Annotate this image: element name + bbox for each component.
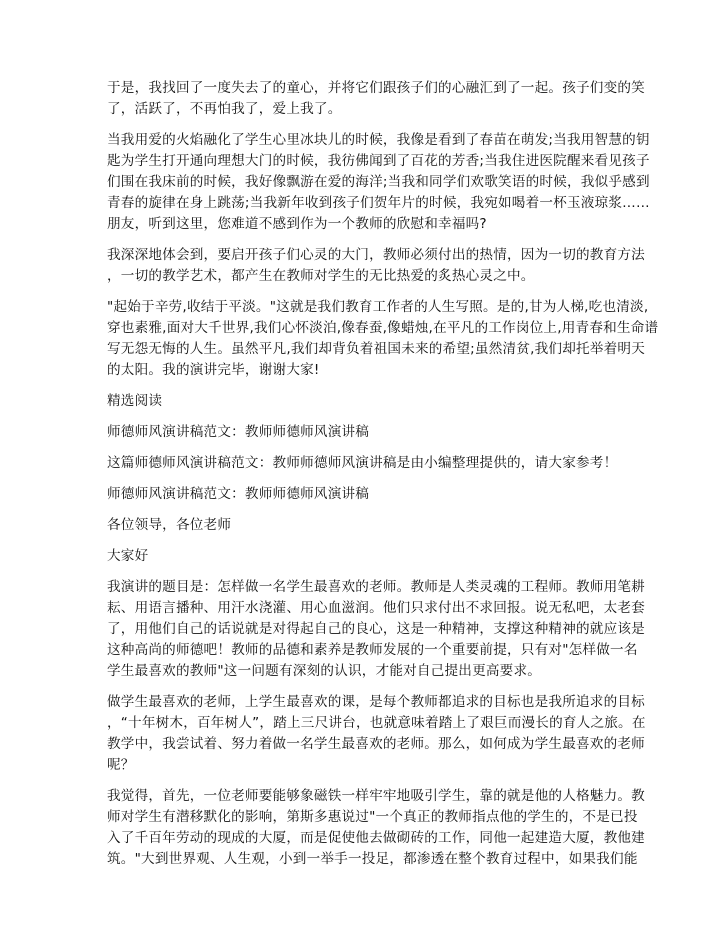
text-line: 做学生最喜欢的老师，上学生最喜欢的课，是每个教师都追求的目标也是我所追求的目标 <box>107 694 645 710</box>
text-line: 精选阅读 <box>107 393 163 409</box>
text-line: 匙为学生打开通向理想大门的时候，我彷佛闻到了百花的芳香;当我住进医院醒来看见孩子 <box>107 153 650 169</box>
text-line: 这篇师德师风演讲稿范文：教师师德师风演讲稿是由小编整理提供的，请大家参考！ <box>107 455 618 471</box>
paragraph <box>107 453 667 474</box>
text-line: 穿也素雅,面对大千世界,我们心怀淡泊,像春蚕,像蜡烛,在平凡的工作岗位上,用青春和生命谱 <box>107 320 659 336</box>
text-line: 了，用他们自己的话说就是对得起自己的良心，这是一种精神，支撑这种精神的就应该是 <box>107 621 645 637</box>
paragraph <box>107 692 667 776</box>
paragraph <box>107 391 667 412</box>
text-line: 了，活跃了，不再怕我了，爱上我了。 <box>107 101 342 117</box>
text-line: 我演讲的题目是：怎样做一名学生最喜欢的老师。教师是人类灵魂的工程师。教师用笔耕 <box>107 579 645 595</box>
text-line: 师对学生有潜移默化的影响，第斯多惠说过"一个真正的教师指点他的学生的，不是已投 <box>107 809 638 825</box>
text-line: 教学中，我尝试着、努力着做一名学生最喜欢的老师。那么，如何成为学生最喜欢的老师 <box>107 736 645 752</box>
text-line: 青春的旋律在身上跳荡;当我新年收到孩子们贺年片的时候，我宛如喝着一杯玉液琼浆…… <box>107 195 650 211</box>
text-line: 当我用爱的火焰融化了学生心里冰块儿的时候，我像是看到了春苗在萌发;当我用智慧的钥 <box>107 132 650 148</box>
text-line: 筑。"大到世界观、人生观，小到一举手一投足，都渗透在整个教育过程中，如果我们能 <box>107 851 638 867</box>
text-line: 呢？ <box>107 757 135 773</box>
text-line: 我觉得，首先，一位老师要能够象磁铁一样牢牢地吸引学生，靠的就是他的人格魅力。教 <box>107 788 645 804</box>
paragraph <box>107 297 667 381</box>
text-line: 各位领导，各位老师 <box>107 517 232 533</box>
text-line: 这种高尚的师德吧！教师的品德和素养是教师发展的一个重要前提，只有对"怎样做一名 <box>107 642 638 658</box>
paragraph <box>107 546 667 567</box>
text-line: 我深深地体会到，要启开孩子们心灵的大门，教师必须付出的热情，因为一切的教育方法 <box>107 247 645 263</box>
paragraph <box>107 484 667 505</box>
paragraph <box>107 245 667 287</box>
text-line: 师德师风演讲稿范文：教师师德师风演讲稿 <box>107 424 370 440</box>
text-line: 朋友，听到这里，您难道不感到作为一个教师的欣慰和幸福吗? <box>107 216 487 232</box>
paragraph <box>107 515 667 536</box>
text-line: 们围在我床前的时候，我好像飘游在爱的海洋;当我和同学们欢歌笑语的时候，我似乎感到 <box>107 174 650 190</box>
text-line: 耘、用语言播种、用汗水浇灌、用心血滋润。他们只求付出不求回报。说无私吧，太老套 <box>107 600 645 616</box>
text-line: 学生最喜欢的教师"这一问题有深刻的认识，才能对自己提出更高要求。 <box>107 663 542 679</box>
text-line: 写无怨无悔的人生。虽然平凡,我们却背负着祖国未来的希望;虽然清贫,我们却托举着明天 <box>107 341 645 357</box>
text-line: ，一切的教学艺术，都产生在教师对学生的无比热爱的炙热心灵之中。 <box>107 268 535 284</box>
text-line: 入了千百年劳动的现成的大厦，而是促使他去做砌砖的工作，同他一起建造大厦，教他建 <box>107 830 645 846</box>
text-line: 的太阳。我的演讲完毕，谢谢大家! <box>107 362 320 378</box>
text-line: ，“十年树木，百年树人”，踏上三尺讲台，也就意味着踏上了艰巨而漫长的育人之旅。在 <box>107 715 646 731</box>
paragraph <box>107 422 667 443</box>
text-line: 大家好 <box>107 548 149 564</box>
paragraph <box>107 577 667 682</box>
paragraph <box>107 78 667 120</box>
text-line: "起始于辛劳,收结于平淡。"这就是我们教育工作者的人生写照。是的,甘为人梯,吃也清淡, <box>107 299 649 315</box>
text-line: 于是，我找回了一度失去了的童心，并将它们跟孩子们的心融汇到了一起。孩子们变的笑 <box>107 80 645 96</box>
document-body <box>107 78 667 880</box>
paragraph <box>107 786 667 870</box>
paragraph <box>107 130 667 235</box>
text-line: 师德师风演讲稿范文：教师师德师风演讲稿 <box>107 486 370 502</box>
